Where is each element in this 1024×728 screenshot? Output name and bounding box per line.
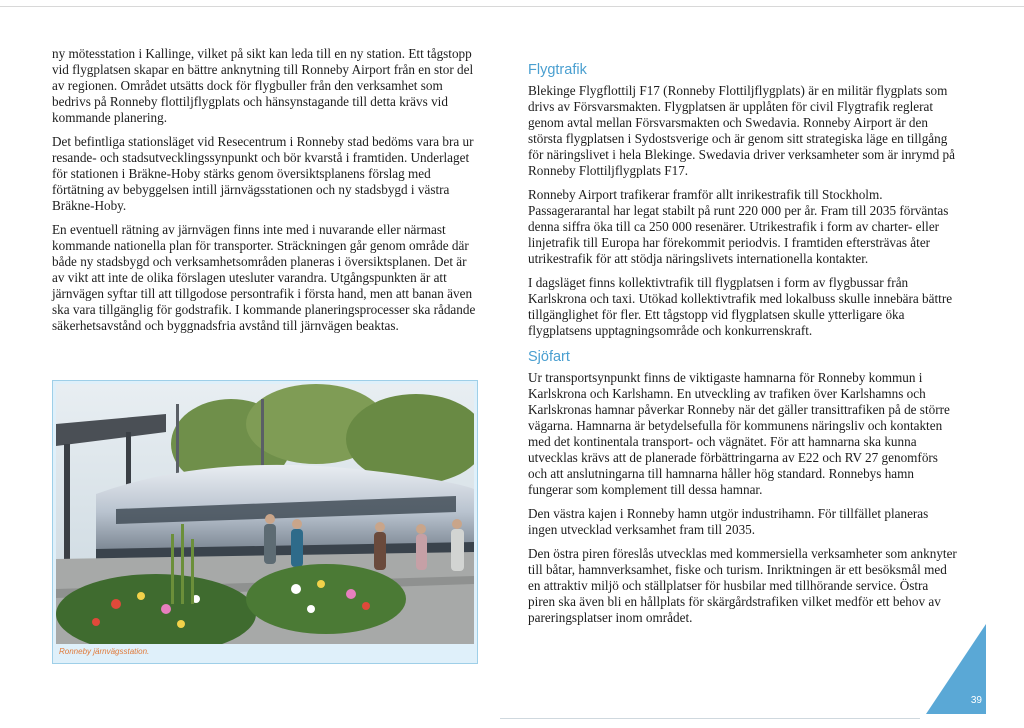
station-photo-illustration bbox=[56, 384, 474, 644]
right-column bbox=[528, 60, 958, 634]
paragraph: I dagsläget finns kollektivtrafik till flygplatsen i form av flygbussar från Karlskrona och taxi. Utökad kollektivtrafik med lokalbuss skulle innebära bättre tillgänglighet för fler. Ett tågstopp vid flygplatsen skulle ytterligare öka flygplatsens upptagningsområde och konkurrenskraft. bbox=[528, 275, 953, 338]
bottom-rule bbox=[500, 718, 920, 719]
paragraph: Den västra kajen i Ronneby hamn utgör industrihamn. För tillfället planeras ingen utvecklad verksamhet fram till 2035. bbox=[528, 506, 929, 537]
paragraph: Blekinge Flygflottilj F17 (Ronneby Flottiljflygplats) är en militär flygplats som drivs av Försvarsmakten. Flygplatsen är upplåten för civil Flygtrafik reglerat genom avtal mellan Försvarsmakten och Swedavia. Ronneby Airport är den största flygplatsen i Sydostsverige och är genom sitt strategiska läge en tillgång för näringslivet i hela Blekinge. Swedavia driver verksamheter som är inrymd på Ronneby Flottiljflygplats F17. bbox=[528, 83, 955, 178]
paragraph: Ur transportsynpunkt finns de viktigaste hamnarna för Ronneby kommun i Karlskrona och Karlshamn. En utveckling av trafiken över Karlshamns och Karlskronas hamnar påverkar Ronneby när det gäller transittrafiken på de större vägarna. Hamnarna är betydelsefulla för kommunens näringsliv och kontakten med det kontinentala transport- och vägnätet. För att hamnarna ska kunna utvecklas krävs att de planerade förbättringarna av E22 och RV 27 genomförs och att anslutningarna till hamnarna håller hög standard. Ronnebys hamn fungerar som komplement till dessa hamnar. bbox=[528, 370, 950, 497]
section-heading-sjofart: Sjöfart bbox=[528, 349, 570, 365]
left-column bbox=[52, 46, 476, 342]
photo-caption: Ronneby järnvägsstation. bbox=[59, 647, 150, 656]
paragraph: En eventuell rätning av järnvägen finns inte med i nuvarande eller närmast kommande nationella plan för transporter. Sträckningen går genom område där både ny stadsbygd och verksamhetsområden planeras i översiktsplanen. Det är av vikt att inte de olika förslagen utesluter varandra. Utgångspunkten är att järnvägen syftar till att tillgodose persontrafik i första hand, men att banan även ska vara tillgänglig för godstrafik. I kommande planeringsprocesser ska rådande säkerhetsavstånd och byggnadsfria avstånd till järnvägen beaktas. bbox=[52, 222, 476, 333]
page-number: 39 bbox=[970, 695, 982, 706]
paragraph: Ronneby Airport trafikerar framför allt inrikestrafik till Stockholm. Passagerarantal har legat stabilt på runt 220 000 per år. Fram till 2035 förväntas denna siffra öka till ca 250 000 resenärer. Utrikestrafik i form av charter- eller linjetrafik till Europa har förekommit periodvis. I framtiden eftersträvas åter utrikestrafik för att stödja näringslivets internationella kontakter. bbox=[528, 187, 949, 266]
paragraph: Den östra piren föreslås utvecklas med kommersiella verksamheter som anknyter till båtar, hamnverksamhet, fiske och turism. Inriktningen är ett besöksmål med en attraktiv miljö och ställplatser för husbilar med tillhörande service. Östra piren ska även bli en hållplats för skärgårdstrafiken vilket medför ett behov av pareringsplatser inom området. bbox=[528, 546, 957, 625]
station-photo bbox=[56, 384, 474, 644]
section-heading-flygtrafik: Flygtrafik bbox=[528, 62, 587, 78]
paragraph: ny mötesstation i Kallinge, vilket på sikt kan leda till en ny station. Ett tågstopp vid flygplatsen skapar en bättre anknytning till Ronneby Airport från en stor del av regionen. Området utsätts dock för flygbuller från den verksamhet som bedrivs på Ronneby flottiljflygplats och hänsynstagande till detta krävs vid kommande planering. bbox=[52, 46, 474, 125]
photo-figure bbox=[52, 380, 478, 664]
paragraph: Det befintliga stationsläget vid Resecentrum i Ronneby stad bedöms vara bra ur resande- och stadsutvecklingssynpunkt och bör kvarstå i framtiden. Underlaget för stationen i Bräkne-Hoby stärks genom översiktsplanens förslag med förtätning av bebyggelsen intill järnvägsstationen och ny stadsbygd i västra Bräkne-Hoby. bbox=[52, 134, 474, 213]
top-rule bbox=[0, 6, 1024, 7]
